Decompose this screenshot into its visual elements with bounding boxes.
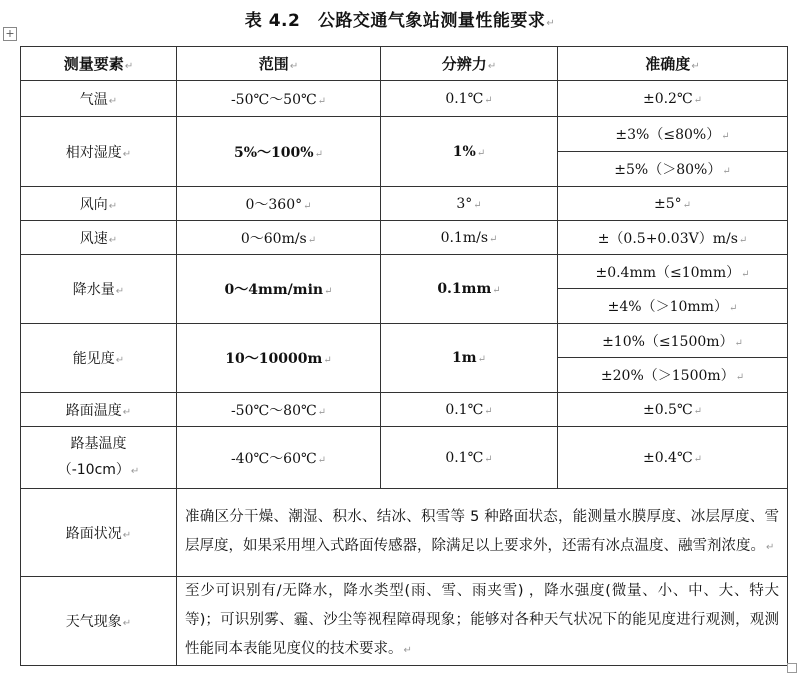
accuracy-value: ±0.5℃ ↵ bbox=[558, 393, 788, 427]
header-accuracy: 准确度 ↵ bbox=[558, 47, 788, 81]
resolution-value: 3° ↵ bbox=[381, 187, 558, 221]
resolution-value: 1% ↵ bbox=[381, 117, 558, 187]
range-value: -40℃～60℃ ↵ bbox=[177, 427, 381, 489]
accuracy-value: ±（0.5+0.03V）m/s ↵ bbox=[558, 221, 788, 255]
range-value: -50℃～50℃ ↵ bbox=[177, 81, 381, 117]
accuracy-value: ±5° ↵ bbox=[558, 187, 788, 221]
element-name: 气温 ↵ bbox=[21, 81, 177, 117]
table-row bbox=[21, 489, 788, 577]
table-caption: 表 4.2 公路交通气象站测量性能要求 ↵ bbox=[0, 6, 800, 31]
requirement-description: 准确区分干燥、潮湿、积水、结冰、积雪等 5 种路面状态，能测量水膜厚度、冰层厚度、雪层厚度，如果采用埋入式路面传感器，除满足以上要求外，还需有冰点温度、融雪剂浓度。 ↵ bbox=[177, 489, 788, 577]
table-move-handle-icon[interactable]: + bbox=[3, 27, 17, 41]
accuracy-value: ±5%（＞80%） ↵ bbox=[558, 152, 788, 187]
table-resize-handle[interactable] bbox=[787, 663, 797, 673]
element-name: 风速 ↵ bbox=[21, 221, 177, 255]
accuracy-value: ±0.4mm（≤10mm） ↵ bbox=[558, 255, 788, 289]
range-value: 0～360° ↵ bbox=[177, 187, 381, 221]
requirement-description: 至少可识别有/无降水，降水类型(雨、雪、雨夹雪) ，降水强度(微量、小、中、大、特大等)；可识别雾、霾、沙尘等视程障碍现象；能够对各种天气状况下的能见度进行观测，观测性能同本表能见度仪的技术要求。 ↵ bbox=[177, 577, 788, 666]
resolution-value: 1m ↵ bbox=[381, 324, 558, 393]
table-row bbox=[21, 324, 788, 358]
element-name: 能见度 ↵ bbox=[21, 324, 177, 393]
element-name: 降水量 ↵ bbox=[21, 255, 177, 324]
accuracy-value: ±0.4℃ ↵ bbox=[558, 427, 788, 489]
range-value: 0～60m/s ↵ bbox=[177, 221, 381, 255]
element-name-line2: （-10cm） ↵ bbox=[58, 462, 140, 478]
table-row bbox=[21, 577, 788, 666]
table-row bbox=[21, 427, 788, 489]
accuracy-value: ±0.2℃ ↵ bbox=[558, 81, 788, 117]
table-row bbox=[21, 117, 788, 152]
element-name: 天气现象 ↵ bbox=[21, 577, 177, 666]
accuracy-value: ±4%（＞10mm） ↵ bbox=[558, 289, 788, 324]
element-name-line1: 路基温度 bbox=[70, 435, 127, 452]
resolution-value: 0.1m/s ↵ bbox=[381, 221, 558, 255]
header-element: 测量要素 ↵ bbox=[21, 47, 177, 81]
accuracy-value: ±20%（＞1500m） ↵ bbox=[558, 358, 788, 393]
header-range: 范围 ↵ bbox=[177, 47, 381, 81]
resolution-value: 0.1℃ ↵ bbox=[381, 393, 558, 427]
table-row bbox=[21, 221, 788, 255]
table-row bbox=[21, 81, 788, 117]
table-row bbox=[21, 393, 788, 427]
element-name: 风向 ↵ bbox=[21, 187, 177, 221]
header-resolution: 分辨力 ↵ bbox=[381, 47, 558, 81]
table-row bbox=[21, 255, 788, 289]
table-row bbox=[21, 187, 788, 221]
resolution-value: 0.1mm ↵ bbox=[381, 255, 558, 324]
element-name: 路面温度 ↵ bbox=[21, 393, 177, 427]
range-value: 0～4mm/min ↵ bbox=[177, 255, 381, 324]
element-name: 路面状况 ↵ bbox=[21, 489, 177, 577]
range-value: 10～10000m ↵ bbox=[177, 324, 381, 393]
table-header-row bbox=[21, 47, 788, 81]
resolution-value: 0.1℃ ↵ bbox=[381, 427, 558, 489]
accuracy-value: ±3%（≤80%） ↵ bbox=[558, 117, 788, 152]
range-value: -50℃～80℃ ↵ bbox=[177, 393, 381, 427]
accuracy-value: ±10%（≤1500m） ↵ bbox=[558, 324, 788, 358]
performance-table bbox=[20, 46, 788, 666]
element-name: 相对湿度 ↵ bbox=[21, 117, 177, 187]
resolution-value: 0.1℃ ↵ bbox=[381, 81, 558, 117]
range-value: 5%～100% ↵ bbox=[177, 117, 381, 187]
element-name bbox=[21, 427, 177, 489]
